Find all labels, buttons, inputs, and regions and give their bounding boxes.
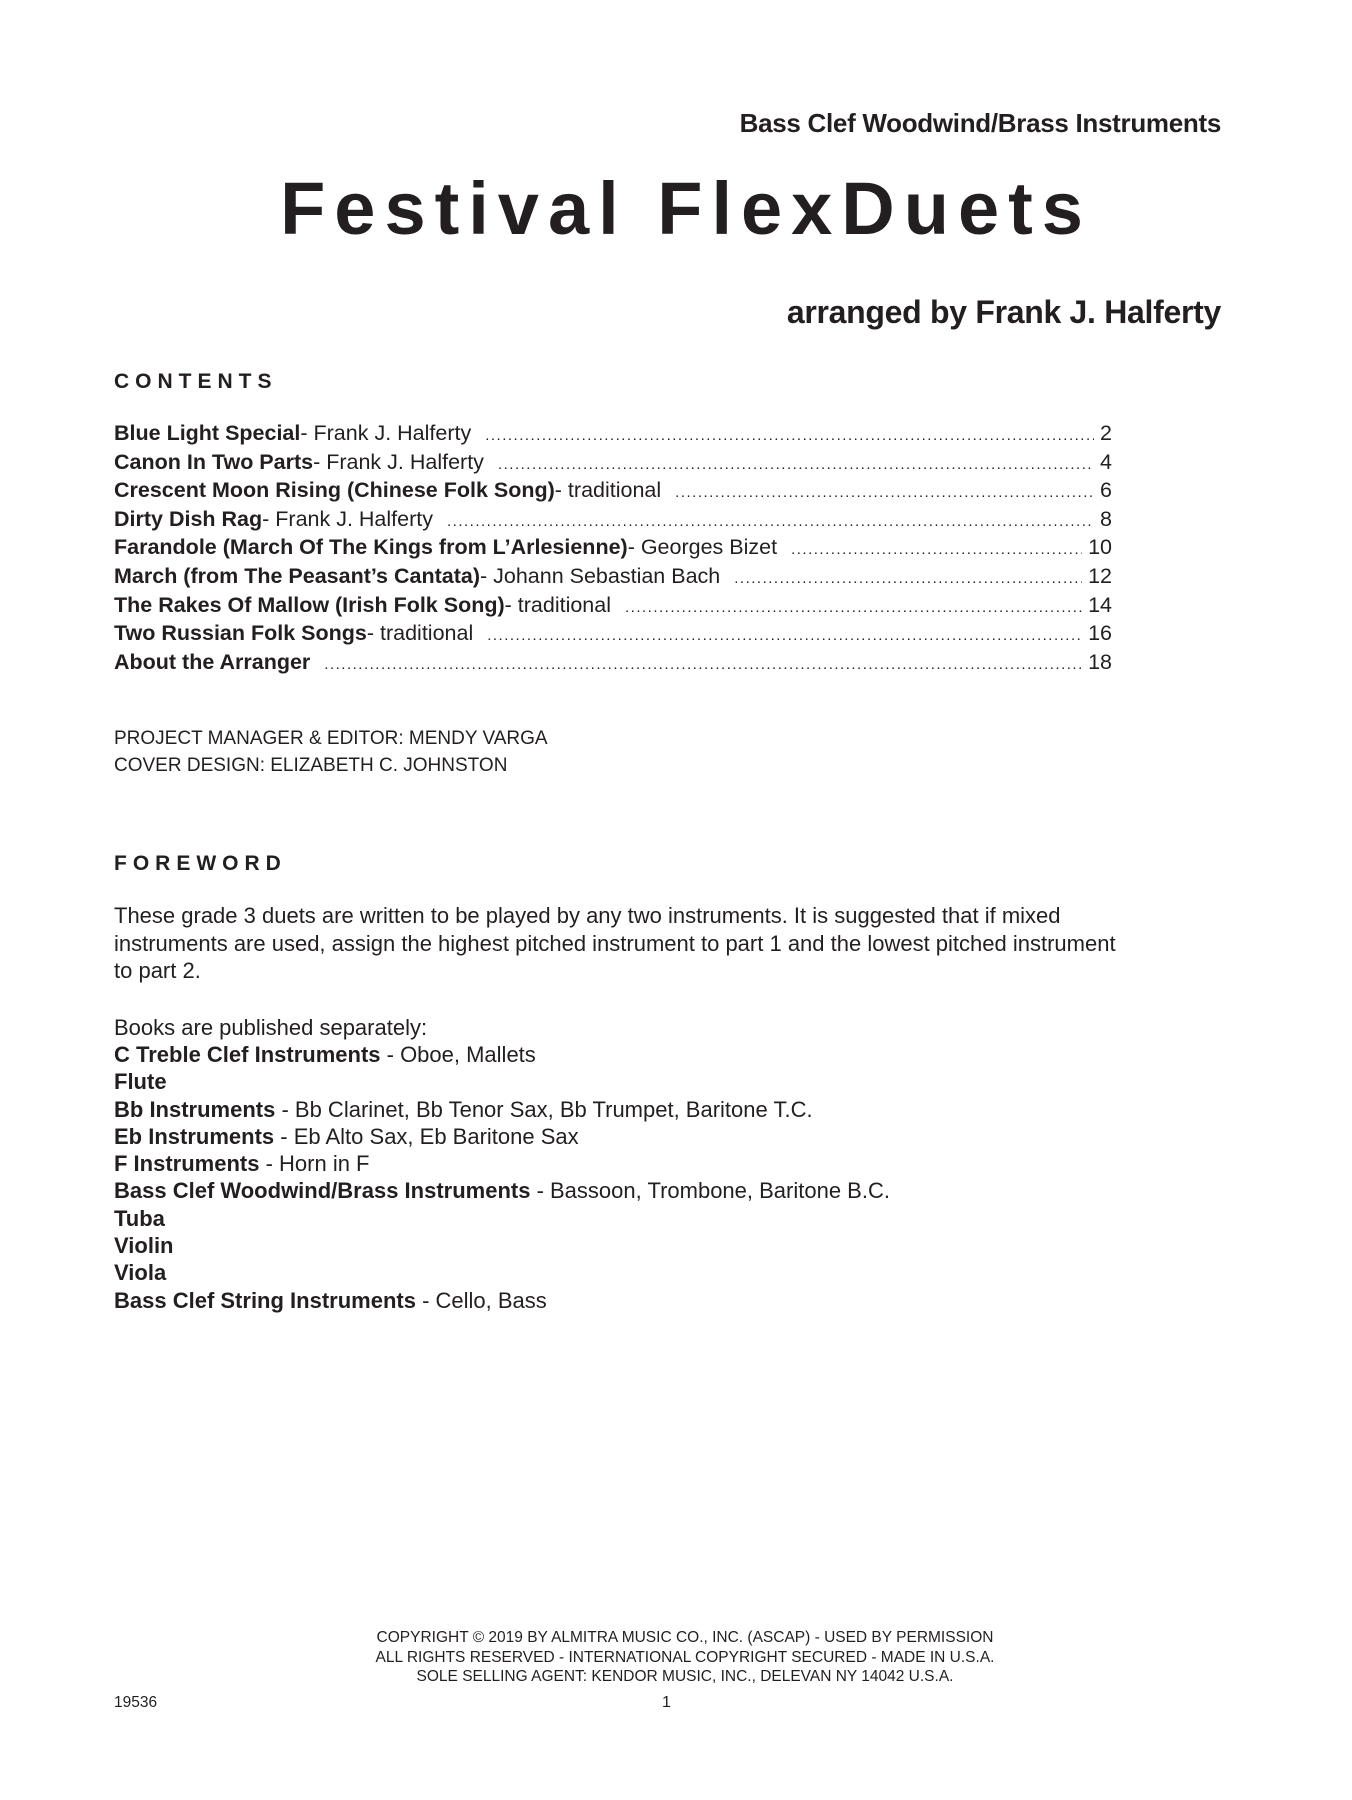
list-item [114, 1068, 890, 1095]
catalog-number: 19536 [114, 1694, 158, 1711]
toc-entry[interactable] [114, 564, 1112, 593]
list-item [114, 1259, 890, 1286]
book-name: Violin [114, 1233, 174, 1259]
toc-entry-author: - Frank J. Halferty [313, 449, 484, 474]
toc-entry-page: 8 [1100, 506, 1112, 531]
toc-entry-title: Farandole (March Of The Kings from L’Arlesienne) [114, 535, 628, 560]
toc-entry[interactable] [114, 650, 1112, 679]
book-title: Festival FlexDuets [280, 167, 1092, 250]
toc-entry-author: - traditional [554, 478, 662, 503]
arranger-credit: arranged by Frank J. Halferty [786, 294, 1221, 330]
books-intro: Books are published separately: [114, 1015, 428, 1040]
dot-leader [791, 541, 1082, 558]
dot-leader [625, 599, 1082, 616]
cover-design-credit: COVER DESIGN: ELIZABETH C. JOHNSTON [114, 755, 508, 776]
selling-agent-line: SOLE SELLING AGENT: KENDOR MUSIC, INC., DELEVAN NY 14042 U.S.A. [416, 1668, 954, 1685]
table-of-contents [114, 421, 1112, 678]
toc-entry-author: - traditional [504, 592, 611, 617]
book-detail: - Oboe, Mallets [380, 1042, 536, 1067]
toc-entry[interactable] [114, 421, 1112, 450]
dot-leader [498, 456, 1094, 473]
toc-entry-title: Crescent Moon Rising (Chinese Folk Song) [114, 478, 555, 503]
toc-entry-title: Blue Light Special [114, 421, 301, 445]
dot-leader [734, 570, 1082, 587]
book-detail: - Cello, Bass [415, 1287, 547, 1313]
toc-entry-page: 10 [1088, 535, 1112, 560]
toc-entry-page: 2 [1100, 421, 1112, 445]
book-name: Eb Instruments [114, 1123, 275, 1149]
dot-leader [485, 427, 1094, 444]
toc-entry-title: March (from The Peasant’s Cantata) [114, 563, 480, 588]
toc-entry-author: - traditional [366, 621, 474, 646]
copyright-notice [0, 1628, 1352, 1687]
toc-entry-page: 18 [1088, 649, 1112, 674]
toc-entry[interactable] [114, 507, 1112, 536]
list-item [114, 1232, 890, 1259]
toc-entry-author: - Frank J. Halferty [262, 506, 433, 531]
toc-entry-page: 14 [1088, 592, 1112, 617]
list-item [114, 1150, 890, 1177]
toc-entry-page: 16 [1088, 621, 1112, 646]
copyright-line: COPYRIGHT © 2019 BY ALMITRA MUSIC CO., INC. (ASCAP) - USED BY PERMISSION [376, 1629, 994, 1646]
toc-entry-author: - Frank J. Halferty [300, 421, 472, 445]
foreword-heading: FOREWORD [114, 852, 287, 875]
toc-entry-title: Dirty Dish Rag [114, 506, 263, 531]
toc-entry-title: Canon In Two Parts [114, 449, 314, 474]
book-name: F Instruments [114, 1151, 260, 1177]
contents-heading: CONTENTS [114, 370, 278, 393]
toc-entry[interactable] [114, 450, 1112, 479]
toc-entry-author: - Johann Sebastian Bach [479, 563, 721, 588]
toc-entry[interactable] [114, 593, 1112, 622]
book-detail: - Horn in F [259, 1151, 370, 1177]
project-manager-credit: PROJECT MANAGER & EDITOR: MENDY VARGA [114, 728, 548, 749]
book-editions-list [114, 1041, 890, 1314]
foreword-paragraph: These grade 3 duets are written to be played by any two instruments. It is suggested that if mixed instruments are used, assign the highest pitched instrument to part 1 and the lowest pitched instrument to part 2. [114, 903, 1116, 983]
book-detail: - Eb Alto Sax, Eb Baritone Sax [274, 1123, 579, 1149]
book-name: Tuba [114, 1205, 165, 1231]
book-name: Viola [114, 1260, 167, 1286]
list-item [114, 1205, 890, 1232]
rights-line: ALL RIGHTS RESERVED - INTERNATIONAL COPYRIGHT SECURED - MADE IN U.S.A. [375, 1648, 995, 1666]
dot-leader [487, 627, 1082, 644]
toc-entry-title: The Rakes Of Mallow (Irish Folk Song) [114, 592, 505, 617]
page-number: 1 [662, 1694, 671, 1711]
edition-label: Bass Clef Woodwind/Brass Instruments [739, 108, 1221, 138]
book-detail: - Bassoon, Trombone, Baritone B.C. [530, 1178, 890, 1204]
toc-entry[interactable] [114, 621, 1112, 650]
list-item [114, 1177, 890, 1204]
book-name: Bass Clef Woodwind/Brass Instruments [114, 1178, 531, 1204]
toc-entry[interactable] [114, 478, 1112, 507]
toc-entry-title: Two Russian Folk Songs [114, 621, 367, 646]
production-credits [114, 725, 548, 779]
toc-entry-page: 6 [1100, 478, 1112, 503]
dot-leader [675, 484, 1094, 501]
book-detail: - Bb Clarinet, Bb Tenor Sax, Bb Trumpet, Baritone T.C. [275, 1096, 813, 1122]
book-name: C Treble Clef Instruments [114, 1042, 381, 1067]
dot-leader [447, 513, 1094, 530]
toc-entry[interactable] [114, 535, 1112, 564]
toc-entry-page: 12 [1088, 563, 1112, 588]
book-name: Flute [114, 1069, 167, 1095]
list-item [114, 1096, 890, 1123]
list-item [114, 1041, 890, 1068]
toc-entry-title: About the Arranger [114, 649, 311, 674]
toc-entry-page: 4 [1100, 449, 1112, 474]
list-item [114, 1123, 890, 1150]
dot-leader [324, 656, 1082, 673]
list-item [114, 1287, 890, 1314]
book-name: Bass Clef String Instruments [114, 1287, 416, 1313]
toc-entry-author: - Georges Bizet [627, 535, 778, 560]
book-name: Bb Instruments [114, 1096, 276, 1122]
